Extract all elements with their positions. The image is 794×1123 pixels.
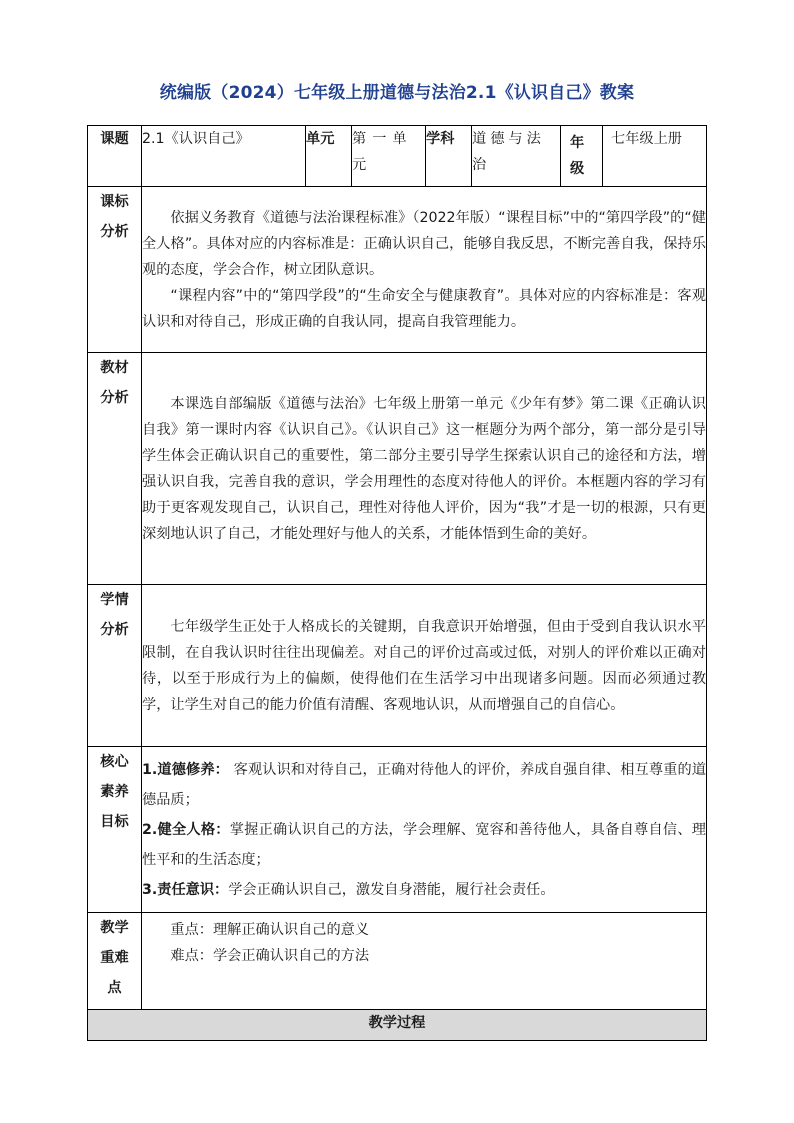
grade-value: 七年级上册	[603, 126, 707, 187]
textbook-label-line2: 分析	[100, 390, 129, 406]
literacy-item-2	[142, 815, 706, 875]
lesson-plan-table	[87, 125, 707, 1041]
students-content	[142, 585, 707, 747]
process-row	[88, 1010, 707, 1041]
keypoints-label-line3: 点	[107, 980, 122, 996]
curriculum-content	[142, 187, 707, 353]
literacy-content	[142, 747, 707, 913]
textbook-row	[88, 353, 707, 585]
literacy-item-3-head: 3.责任意识：	[142, 881, 229, 898]
curriculum-row	[88, 187, 707, 353]
curriculum-paragraph-2: “课程内容”中的“第四学段”的“生命安全与健康教育”。具体对应的内容标准是：客观认识和对待自己，形成正确的自我认同，提高自我管理能力。	[142, 287, 706, 330]
subject-value: 道德与法治	[472, 126, 561, 187]
textbook-content	[142, 353, 707, 585]
students-label-line1: 学情	[100, 592, 129, 608]
keypoints-row	[88, 913, 707, 1010]
process-heading: 教学过程	[88, 1010, 707, 1041]
literacy-row	[88, 747, 707, 913]
literacy-item-2-head: 2.健全人格：	[142, 821, 230, 838]
keypoints-label-line2: 重难	[100, 950, 129, 966]
literacy-item-1-text: 客观认识和对待自己，正确对待他人的评价，养成自强自律、相互尊重的道德品质；	[142, 761, 706, 808]
literacy-item-3-text: 学会正确认识自己，激发自身潜能，履行社会责任。	[228, 881, 555, 898]
textbook-label	[88, 353, 142, 585]
grade-label: 年级	[561, 126, 603, 187]
textbook-label-line1: 教材	[100, 360, 129, 376]
keypoint-focus: 重点：理解正确认识自己的意义	[170, 922, 370, 938]
unit-label: 单元	[306, 126, 352, 187]
unit-value: 第一单元	[352, 126, 426, 187]
document-title: 统编版（2024）七年级上册道德与法治2.1《认识自己》教案	[159, 83, 635, 103]
students-paragraph-1: 七年级学生正处于人格成长的关键期，自我意识开始增强，但由于受到自我认识水平限制，在自我认识时往往出现偏差。对自己的评价过高或过低，对别人的评价难以正确对待，以至于形成行为上的偏颇，使得他们在生活学习中出现诸多问题。因而必须通过教学，让学生对自己的能力价值有清醒、客观地认识，从而增强自己的自信心。	[142, 618, 706, 713]
header-row	[88, 126, 707, 187]
students-row	[88, 585, 707, 747]
curriculum-paragraph-1: 依据义务教育《道德与法治课程标准》（2022年版）“课程目标”中的“第四学段”的“健全人格”。具体对应的内容标准是：正确认识自己，能够自我反思，不断完善自我，保持乐观的态度，学会合作，树立团队意识。	[142, 209, 706, 278]
literacy-label-line1: 核心	[100, 754, 129, 770]
curriculum-label-line2: 分析	[100, 224, 129, 240]
subject-label: 学科	[426, 126, 472, 187]
literacy-item-1-head: 1.道德修养：	[142, 761, 229, 778]
literacy-label-line3: 目标	[100, 814, 129, 830]
lesson-value: 2.1《认识自己》	[142, 126, 306, 187]
keypoints-label	[88, 913, 142, 1010]
curriculum-label-line1: 课标	[100, 194, 129, 210]
keypoint-difficulty: 难点：学会正确认识自己的方法	[170, 948, 370, 964]
keypoints-content	[142, 913, 707, 1010]
curriculum-label	[88, 187, 142, 353]
literacy-item-2-text: 掌握正确认识自己的方法，学会理解、宽容和善待他人，具备自尊自信、理性平和的生活态度；	[142, 821, 706, 868]
students-label	[88, 585, 142, 747]
students-label-line2: 分析	[100, 622, 129, 638]
literacy-item-3	[142, 875, 706, 905]
literacy-item-1	[142, 755, 706, 815]
literacy-label-line2: 素养	[100, 784, 129, 800]
lesson-label: 课题	[88, 126, 142, 187]
keypoints-label-line1: 教学	[100, 920, 129, 936]
literacy-label	[88, 747, 142, 913]
textbook-paragraph-1: 本课选自部编版《道德与法治》七年级上册第一单元《少年有梦》第二课《正确认识自我》第一课时内容《认识自己》。《认识自己》这一框题分为两个部分，第一部分是引导学生体会正确认识自己的重要性，第二部分主要引导学生探索认识自己的途径和方法，增强认识自我，完善自我的意识，学会用理性的态度对待他人的评价。本框题内容的学习有助于更客观发现自己，认识自己，理性对待他人评价，因为“我”才是一切的根源，只有更深刻地认识了自己，才能处理好与他人的关系，才能体悟到生命的美好。	[142, 395, 706, 542]
